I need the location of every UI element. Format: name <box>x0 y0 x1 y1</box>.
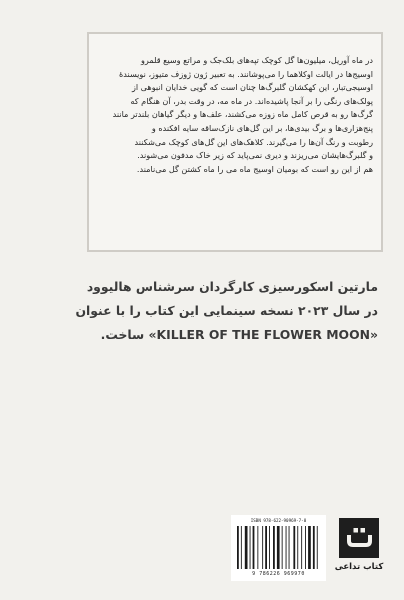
barcode-bar <box>282 526 283 569</box>
barcode-bar <box>277 526 280 569</box>
barcode-bar <box>286 526 287 569</box>
barcode-bar <box>262 526 263 569</box>
barcode-bar <box>293 526 295 569</box>
excerpt-line: گرگ‌ها رو به قرص کامل ماه زوزه می‌کشند، علف‌ها و دیگر گیاهان بلندتر مانند <box>112 109 373 120</box>
barcode-bar <box>245 526 248 569</box>
excerpt-text <box>105 54 373 176</box>
barcode-bar <box>297 526 298 569</box>
barcode-bar <box>241 526 242 569</box>
publisher-logo-icon <box>339 518 379 558</box>
barcode-bar <box>257 526 258 569</box>
publisher-name: کتاب تداعی <box>334 562 384 572</box>
excerpt-line: در ماه آوریل، میلیون‌ها گل کوچک تپه‌های بلک‌جک و مراتع وسیع قلمرو <box>140 55 373 65</box>
barcode-bar <box>305 526 306 569</box>
barcode-graphic <box>237 526 321 569</box>
excerpt-line: هم از این رو است که بومیان اوسیج ماه می را ماه کشتن گل می‌نامند. <box>136 163 373 174</box>
barcode-bar <box>250 526 251 569</box>
barcode-bar <box>269 526 270 569</box>
excerpt-line: پنج‌هزاری‌ها و برگ بیدی‌ها، بر این گل‌های نازک‌ساقه سایه افکنده و <box>151 122 373 133</box>
note-line: «KILLER OF THE FLOWER MOON» ساخت. <box>100 327 378 342</box>
excerpt-line: رطوبت و رنگ آن‌ها را می‌گیرند. کلاهک‌های این گل‌های کوچک می‌شکنند <box>134 136 373 147</box>
barcode-bar <box>308 526 311 569</box>
barcode-bar <box>237 526 239 569</box>
excerpt-line: و گلبرگ‌هایشان می‌ریزند و دیری نمی‌پاید که زیر خاک مدفون می‌شوند. <box>137 150 373 161</box>
barcode-bar <box>289 526 290 569</box>
excerpt-line: اوسیج‌ها در ایالت اوکلاهما را می‌پوشانند. به تعبیر ژون ژوزف متیوز، نویسندهٔ <box>119 68 373 79</box>
film-adaptation-note <box>75 275 378 347</box>
excerpt-line: پولک‌های رنگی را بر آنجا پاشیده‌اند. در ماه مه، در وقت بدر، آن هنگام که <box>130 95 373 106</box>
excerpt-line: اوسیجی‌تبار، این کهکشان گلبرگ‌ها چنان است که گویی خدایان انبوهی از <box>131 82 373 93</box>
isbn-text: ISBN 978-622-90969-7-0 <box>250 518 307 523</box>
barcode-bar <box>301 526 302 569</box>
excerpt-box <box>87 32 383 252</box>
barcode-bar <box>313 526 315 569</box>
barcode-label <box>231 515 326 581</box>
barcode-bar <box>317 526 318 569</box>
barcode-bar <box>253 526 255 569</box>
note-line: در سال ۲۰۲۳ نسخه سینمایی این کتاب را با عنوان <box>75 303 378 318</box>
barcode-bar <box>273 526 275 569</box>
barcode-digits: 9 786226 969970 <box>252 571 305 577</box>
barcode-bar <box>265 526 267 569</box>
note-line: مارتین اسکورسیزی کارگردان سرشناس هالیوود <box>86 279 378 294</box>
